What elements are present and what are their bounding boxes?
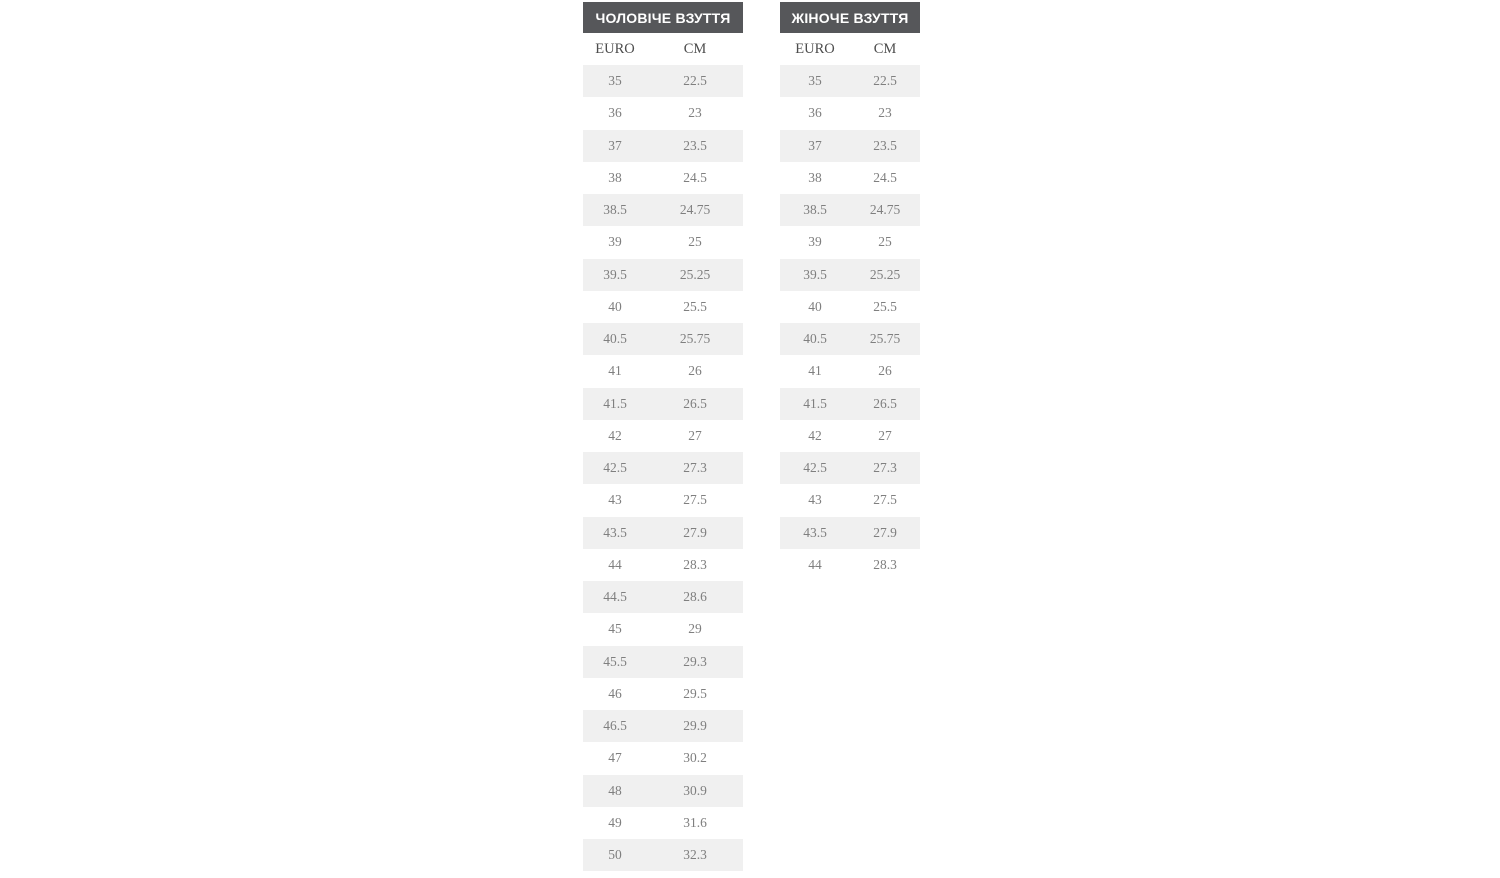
table-row: [780, 259, 920, 291]
table-row: [583, 388, 743, 420]
table-row: [583, 646, 743, 678]
table-row: [583, 807, 743, 839]
mens-column-headers: [583, 33, 743, 65]
cm-cell: 26.5: [873, 395, 897, 411]
euro-cell: 38: [808, 169, 822, 185]
euro-cell: 42: [608, 427, 622, 443]
cm-cell: 25.5: [873, 298, 897, 314]
table-row: [583, 226, 743, 258]
euro-cell: 42.5: [803, 460, 827, 476]
table-row: [780, 484, 920, 516]
table-row: [583, 97, 743, 129]
cm-cell: 29: [688, 621, 702, 637]
table-row: [583, 710, 743, 742]
cm-cell: 31.6: [683, 814, 707, 830]
table-row: [583, 259, 743, 291]
cm-cell: 30.9: [683, 782, 707, 798]
mens-table-rows: [583, 65, 743, 871]
euro-cell: 39.5: [803, 266, 827, 282]
euro-cell: 39.5: [603, 266, 627, 282]
cm-column-header: CM: [873, 40, 897, 57]
womens-column-headers: [780, 33, 920, 65]
mens-table-title: ЧОЛОВІЧЕ ВЗУТТЯ: [583, 2, 743, 33]
euro-cell: 43.5: [603, 524, 627, 540]
table-row: [780, 226, 920, 258]
euro-cell: 49: [608, 814, 622, 830]
table-row: [583, 323, 743, 355]
table-row: [583, 65, 743, 97]
euro-cell: 44: [608, 556, 622, 572]
table-row: [583, 291, 743, 323]
cm-cell: 23.5: [873, 137, 897, 153]
table-row: [583, 839, 743, 871]
cm-cell: 26: [688, 363, 702, 379]
table-row: [583, 549, 743, 581]
euro-cell: 40: [608, 298, 622, 314]
table-row: [780, 517, 920, 549]
euro-cell: 41.5: [803, 395, 827, 411]
womens-table-title: ЖІНОЧЕ ВЗУТТЯ: [780, 2, 920, 33]
cm-cell: 25: [878, 234, 892, 250]
cm-cell: 27.3: [683, 460, 707, 476]
euro-cell: 45: [608, 621, 622, 637]
cm-column-header: CM: [683, 40, 707, 57]
womens-table-rows: [780, 65, 920, 581]
cm-cell: 29.3: [683, 653, 707, 669]
table-row: [780, 355, 920, 387]
euro-column-header: EURO: [595, 40, 635, 57]
euro-cell: 39: [808, 234, 822, 250]
table-row: [780, 162, 920, 194]
cm-cell: 26.5: [683, 395, 707, 411]
cm-cell: 23: [688, 105, 702, 121]
cm-cell: 29.5: [683, 685, 707, 701]
euro-cell: 50: [608, 847, 622, 863]
cm-cell: 25.75: [679, 331, 711, 347]
cm-cell: 28.3: [873, 556, 897, 572]
cm-cell: 23.5: [683, 137, 707, 153]
cm-cell: 24.75: [679, 202, 711, 218]
cm-cell: 25.25: [869, 266, 901, 282]
euro-cell: 36: [608, 105, 622, 121]
euro-cell: 35: [608, 73, 622, 89]
cm-cell: 22.5: [683, 73, 707, 89]
euro-cell: 40.5: [603, 331, 627, 347]
table-row: [780, 452, 920, 484]
table-row: [780, 388, 920, 420]
euro-cell: 47: [608, 750, 622, 766]
cm-cell: 28.6: [683, 589, 707, 605]
cm-cell: 25.75: [869, 331, 901, 347]
cm-cell: 26: [878, 363, 892, 379]
euro-column-header: EURO: [795, 40, 835, 57]
cm-cell: 23: [878, 105, 892, 121]
table-row: [780, 194, 920, 226]
euro-cell: 37: [608, 137, 622, 153]
euro-cell: 44.5: [603, 589, 627, 605]
cm-cell: 27: [688, 427, 702, 443]
cm-cell: 22.5: [873, 73, 897, 89]
table-row: [583, 742, 743, 774]
euro-cell: 41: [608, 363, 622, 379]
cm-cell: 24.75: [869, 202, 901, 218]
table-row: [780, 549, 920, 581]
euro-cell: 35: [808, 73, 822, 89]
euro-cell: 40.5: [803, 331, 827, 347]
mens-size-table: [583, 2, 743, 871]
cm-cell: 30.2: [683, 750, 707, 766]
table-row: [583, 613, 743, 645]
euro-cell: 38.5: [603, 202, 627, 218]
table-row: [583, 194, 743, 226]
table-row: [583, 678, 743, 710]
cm-cell: 27: [878, 427, 892, 443]
table-row: [780, 130, 920, 162]
table-row: [583, 130, 743, 162]
cm-cell: 25: [688, 234, 702, 250]
table-row: [780, 323, 920, 355]
euro-cell: 41: [808, 363, 822, 379]
cm-cell: 25.5: [683, 298, 707, 314]
euro-cell: 40: [808, 298, 822, 314]
cm-cell: 24.5: [873, 169, 897, 185]
euro-cell: 43: [608, 492, 622, 508]
table-row: [780, 291, 920, 323]
table-row: [583, 162, 743, 194]
table-row: [583, 517, 743, 549]
cm-cell: 32.3: [683, 847, 707, 863]
cm-cell: 29.9: [683, 718, 707, 734]
table-row: [780, 420, 920, 452]
euro-cell: 38: [608, 169, 622, 185]
euro-cell: 45.5: [603, 653, 627, 669]
euro-cell: 39: [608, 234, 622, 250]
euro-cell: 36: [808, 105, 822, 121]
cm-cell: 27.5: [683, 492, 707, 508]
cm-cell: 27.3: [873, 460, 897, 476]
table-row: [583, 452, 743, 484]
euro-cell: 42: [808, 427, 822, 443]
table-row: [583, 581, 743, 613]
euro-cell: 43.5: [803, 524, 827, 540]
table-row: [780, 97, 920, 129]
euro-cell: 44: [808, 556, 822, 572]
cm-cell: 27.9: [683, 524, 707, 540]
womens-size-table: [780, 2, 920, 581]
table-row: [583, 420, 743, 452]
table-row: [780, 65, 920, 97]
table-row: [583, 775, 743, 807]
euro-cell: 37: [808, 137, 822, 153]
table-row: [583, 355, 743, 387]
cm-cell: 28.3: [683, 556, 707, 572]
euro-cell: 46: [608, 685, 622, 701]
cm-cell: 24.5: [683, 169, 707, 185]
euro-cell: 41.5: [603, 395, 627, 411]
euro-cell: 42.5: [603, 460, 627, 476]
euro-cell: 43: [808, 492, 822, 508]
cm-cell: 27.9: [873, 524, 897, 540]
euro-cell: 38.5: [803, 202, 827, 218]
table-row: [583, 484, 743, 516]
cm-cell: 25.25: [679, 266, 711, 282]
cm-cell: 27.5: [873, 492, 897, 508]
euro-cell: 48: [608, 782, 622, 798]
euro-cell: 46.5: [603, 718, 627, 734]
